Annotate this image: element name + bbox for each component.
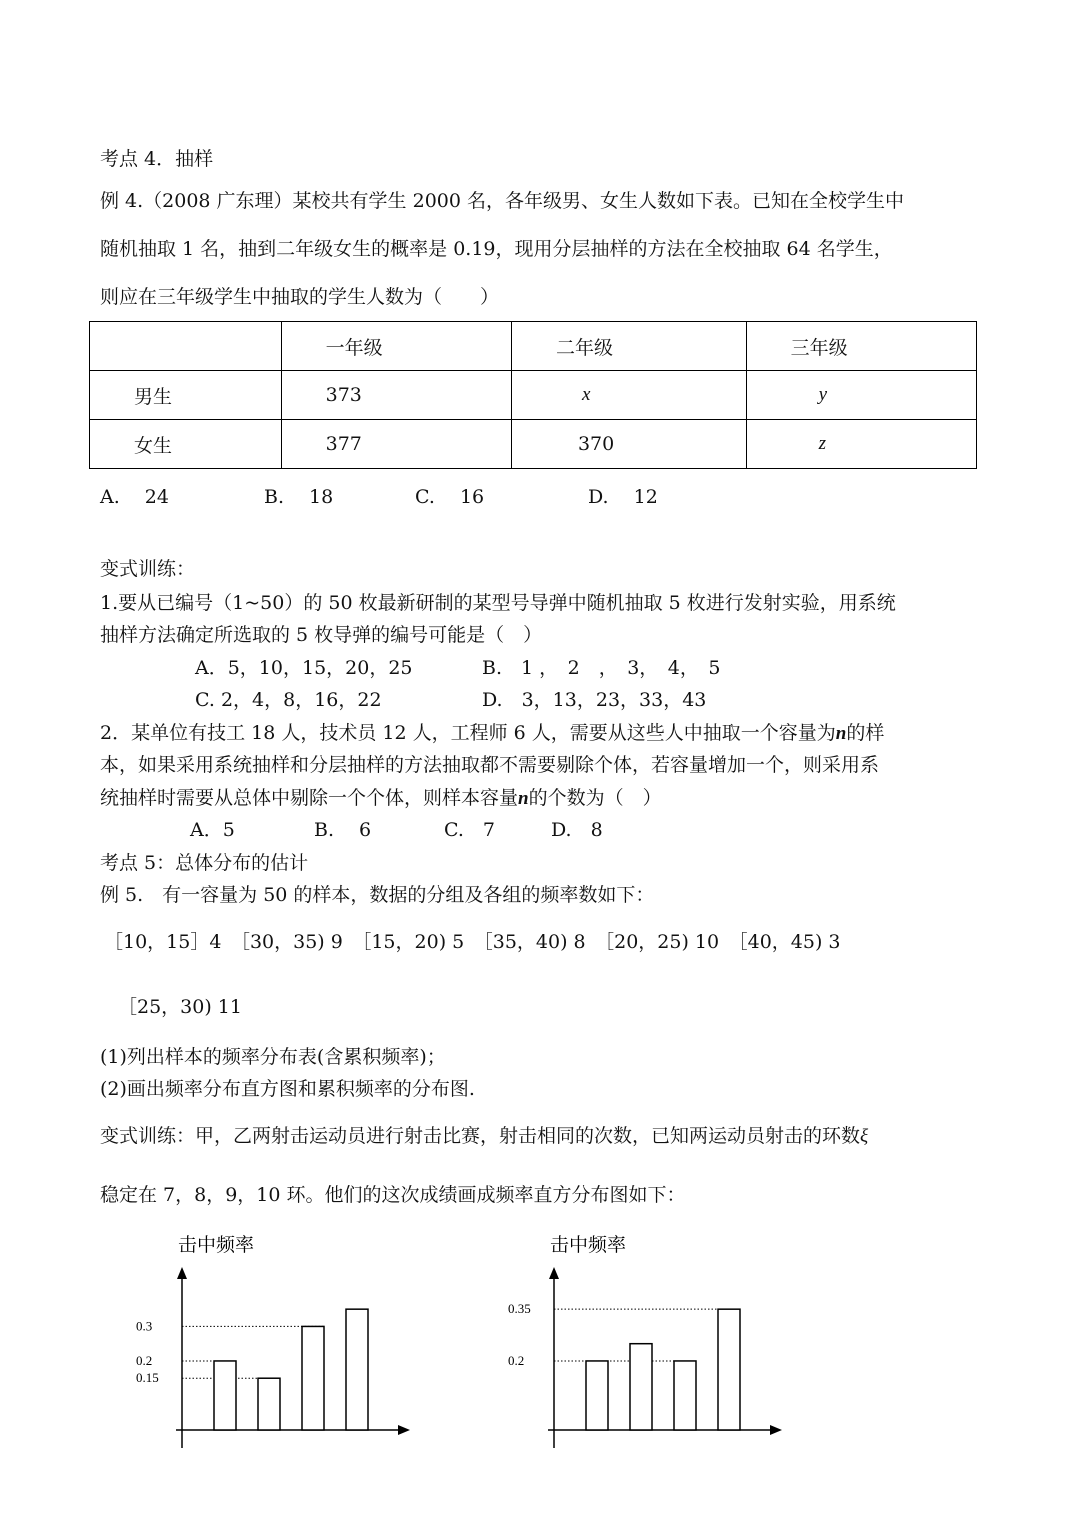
y-tick-label: 0.15 xyxy=(136,1370,159,1386)
y-tick-label: 0.3 xyxy=(136,1318,153,1334)
task-1: (1)列出样本的频率分布表(含累积频率)； xyxy=(100,1046,446,1068)
practice5-line-1 xyxy=(100,1124,868,1149)
bar xyxy=(586,1361,608,1430)
table-cell: 370 xyxy=(511,420,746,469)
example4-option-c: C. 16 xyxy=(415,486,485,508)
y-axis-label: 击中频率 xyxy=(178,1235,255,1256)
grade-gender-table xyxy=(89,321,977,469)
example4-option-a: A. 24 xyxy=(100,486,169,508)
table-cell: y xyxy=(746,371,976,420)
example4-option-d: D. 12 xyxy=(588,486,658,508)
bar xyxy=(674,1361,696,1430)
q1-option-c: C. 2，4，8，16，22 xyxy=(195,689,382,711)
table-cell: 女生 xyxy=(90,420,282,469)
table-cell: 373 xyxy=(281,371,511,420)
example4-option-b: B. 18 xyxy=(264,486,334,508)
variable-n: n xyxy=(518,788,529,809)
y-tick-label: 0.2 xyxy=(136,1352,153,1368)
table-header: 三年级 xyxy=(746,322,976,371)
y-axis-label: 击中频率 xyxy=(550,1235,627,1256)
bar xyxy=(346,1309,368,1430)
y-tick-label: 0.35 xyxy=(508,1301,531,1317)
groups-line-1: ［10，15］4 ［30，35) 9 ［15，20) 5 ［35，40) 8 ［20，25) 10 ［40，45) 3 xyxy=(104,931,841,953)
q2-line-3 xyxy=(100,786,662,811)
x-axis-arrow xyxy=(770,1425,782,1435)
q1-option-d: D. 3，13，23，33，43 xyxy=(482,689,707,711)
table-header-row xyxy=(90,322,977,371)
practice-heading: 变式训练： xyxy=(100,558,196,580)
example5-line: 例 5. 有一容量为 50 的样本，数据的分组及各组的频率数如下： xyxy=(100,884,655,906)
table-header: 二年级 xyxy=(511,322,746,371)
q2-text: 的个数为（ ） xyxy=(528,787,662,809)
histogram-jia xyxy=(120,1225,420,1465)
q2-text: 2．某单位有技工 18 人，技术员 12 人，工程师 6 人，需要从这些人中抽取一个容量为 xyxy=(100,722,836,744)
variable-xi: ξ xyxy=(860,1126,869,1147)
table-header: 一年级 xyxy=(281,322,511,371)
section5-heading: 考点 5：总体分布的估计 xyxy=(100,852,309,874)
variable-n: n xyxy=(835,723,847,744)
histogram-yi xyxy=(492,1225,792,1465)
bar xyxy=(214,1361,236,1430)
q2-line-2: 本，如果采用系统抽样和分层抽样的方法抽取都不需要剔除个体，若容量增加一个，则采用系 xyxy=(100,754,880,776)
section4-heading: 考点 4．抽样 xyxy=(100,148,214,170)
example4-line-1: 例 4.（2008 广东理）某校共有学生 2000 名，各年级男、女生人数如下表。已知在全校学生中 xyxy=(100,190,904,212)
y-axis-arrow xyxy=(549,1267,559,1279)
q2-option-a: A．5 xyxy=(190,819,235,841)
q2-text: 的样 xyxy=(846,722,885,744)
table-cell: 377 xyxy=(281,420,511,469)
groups-line-2: ［25，30) 11 xyxy=(118,996,242,1018)
y-tick-label: 0.2 xyxy=(508,1352,525,1368)
x-axis-arrow xyxy=(398,1425,410,1435)
q2-option-c: C. 7 xyxy=(444,819,495,841)
q1-line-2: 抽样方法确定所选取的 5 枚导弹的编号可能是（ ） xyxy=(100,624,543,646)
table-cell: x xyxy=(511,371,746,420)
practice5-text: 变式训练：甲，乙两射击运动员进行射击比赛，射击相同的次数，已知两运动员射击的环数 xyxy=(100,1125,861,1147)
y-axis-arrow xyxy=(177,1267,187,1279)
q1-option-b: B. 1 ， 2 ， 3， 4， 5 xyxy=(482,657,721,679)
q1-line-1: 1.要从已编号（1~50）的 50 枚最新研制的某型号导弹中随机抽取 5 枚进行发射实验，用系统 xyxy=(100,592,896,614)
q1-option-a: A．5，10，15，20，25 xyxy=(195,657,413,679)
bar xyxy=(718,1309,740,1430)
example4-line-3: 则应在三年级学生中抽取的学生人数为（ ） xyxy=(100,286,500,308)
bar xyxy=(630,1344,652,1430)
table-cell xyxy=(90,322,282,371)
table-row xyxy=(90,371,977,420)
table-cell: 男生 xyxy=(90,371,282,420)
q2-option-d: D. 8 xyxy=(551,819,603,841)
bar xyxy=(302,1326,324,1430)
practice5-line-2: 稳定在 7，8，9，10 环。他们的这次成绩画成频率直方分布图如下： xyxy=(100,1184,686,1206)
bar xyxy=(258,1378,280,1430)
table-row xyxy=(90,420,977,469)
q2-option-b: B. 6 xyxy=(314,819,372,841)
table-cell: z xyxy=(746,420,976,469)
example4-line-2: 随机抽取 1 名，抽到二年级女生的概率是 0.19，现用分层抽样的方法在全校抽取 64 名学生， xyxy=(100,238,893,260)
q2-line-1 xyxy=(100,721,884,746)
task-2: (2)画出频率分布直方图和累积频率的分布图. xyxy=(100,1078,475,1100)
q2-text: 统抽样时需要从总体中剔除一个个体，则样本容量 xyxy=(100,787,519,809)
